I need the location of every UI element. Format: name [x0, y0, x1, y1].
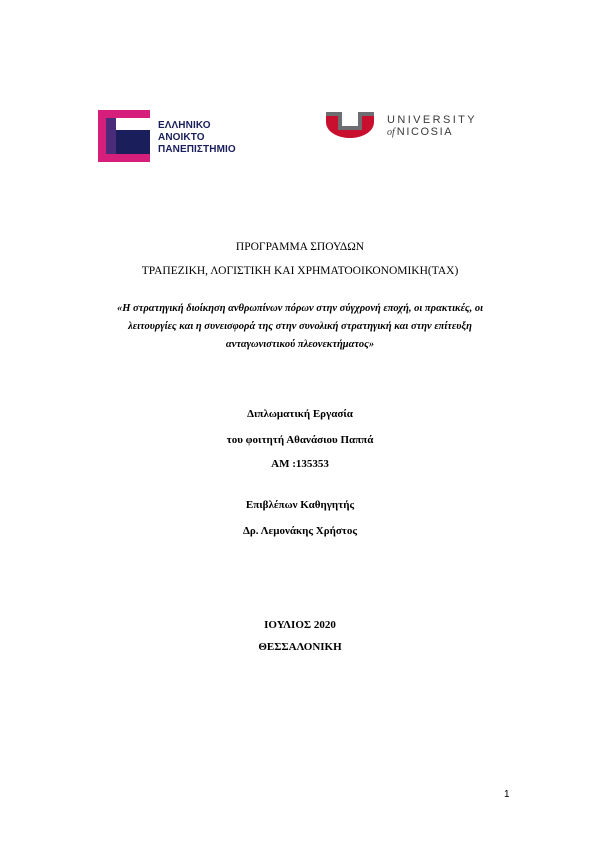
city: ΘΕΣΣΑΛΟΝΙΚΗ [258, 641, 342, 653]
submission-date: ΙΟΥΛΙΟΣ 2020 [264, 619, 336, 631]
student-registration-number: AM :135353 [271, 458, 329, 470]
student-name: του φοιτητή Αθανάσιου Παππά [226, 434, 374, 446]
unic-logo-line-2 [387, 126, 477, 139]
program-name: ΤΡΑΠΕΖΙΚΗ, ΛΟΓΙΣΤΙΚΗ ΚΑΙ ΧΡΗΜΑΤΟΟΙΚΟΝΟΜΙΚΗ(ΤΑΧ) [141, 265, 459, 277]
thesis-title: «Η στρατηγική διοίκηση ανθρωπίνων πόρων στην σύγχρονή εποχή, οι πρακτικές, οι λειτουργίες και η συνεισφορά της στην συνολική στρατηγική και στην επίτευξη ανταγωνιστικού πλεονεκτήματος» [117, 303, 483, 350]
eap-logo-line-2: ΑΝΟΙΚΤΟ [158, 132, 205, 143]
unic-shield-icon [326, 112, 374, 138]
unic-logo-nicosia: NICOSIA [396, 126, 454, 138]
unic-logo-text [387, 114, 477, 139]
page-number: 1 [504, 789, 510, 800]
university-of-nicosia-logo [326, 112, 496, 142]
program-label: ΠΡΟΓΡΑΜΜΑ ΣΠΟΥΔΩΝ [235, 241, 365, 253]
eap-logo-mark-icon [98, 110, 150, 162]
supervisor-label: Επιβλέπων Καθηγητής [245, 499, 355, 511]
document-type: Διπλωματική Εργασία [247, 408, 353, 420]
unic-logo-of: of [387, 127, 395, 138]
eap-logo-line-3: ΠΑΝΕΠΙΣΤΗΜΙΟ [158, 144, 236, 155]
hellenic-open-university-logo [98, 110, 258, 162]
eap-logo-line-1: ΕΛΛΗΝΙΚΟ [158, 120, 211, 131]
supervisor-name: Δρ. Λεμονάκης Χρήστος [242, 525, 358, 537]
unic-logo-line-1: UNIVERSITY [387, 114, 478, 126]
eap-logo-text [158, 120, 236, 156]
